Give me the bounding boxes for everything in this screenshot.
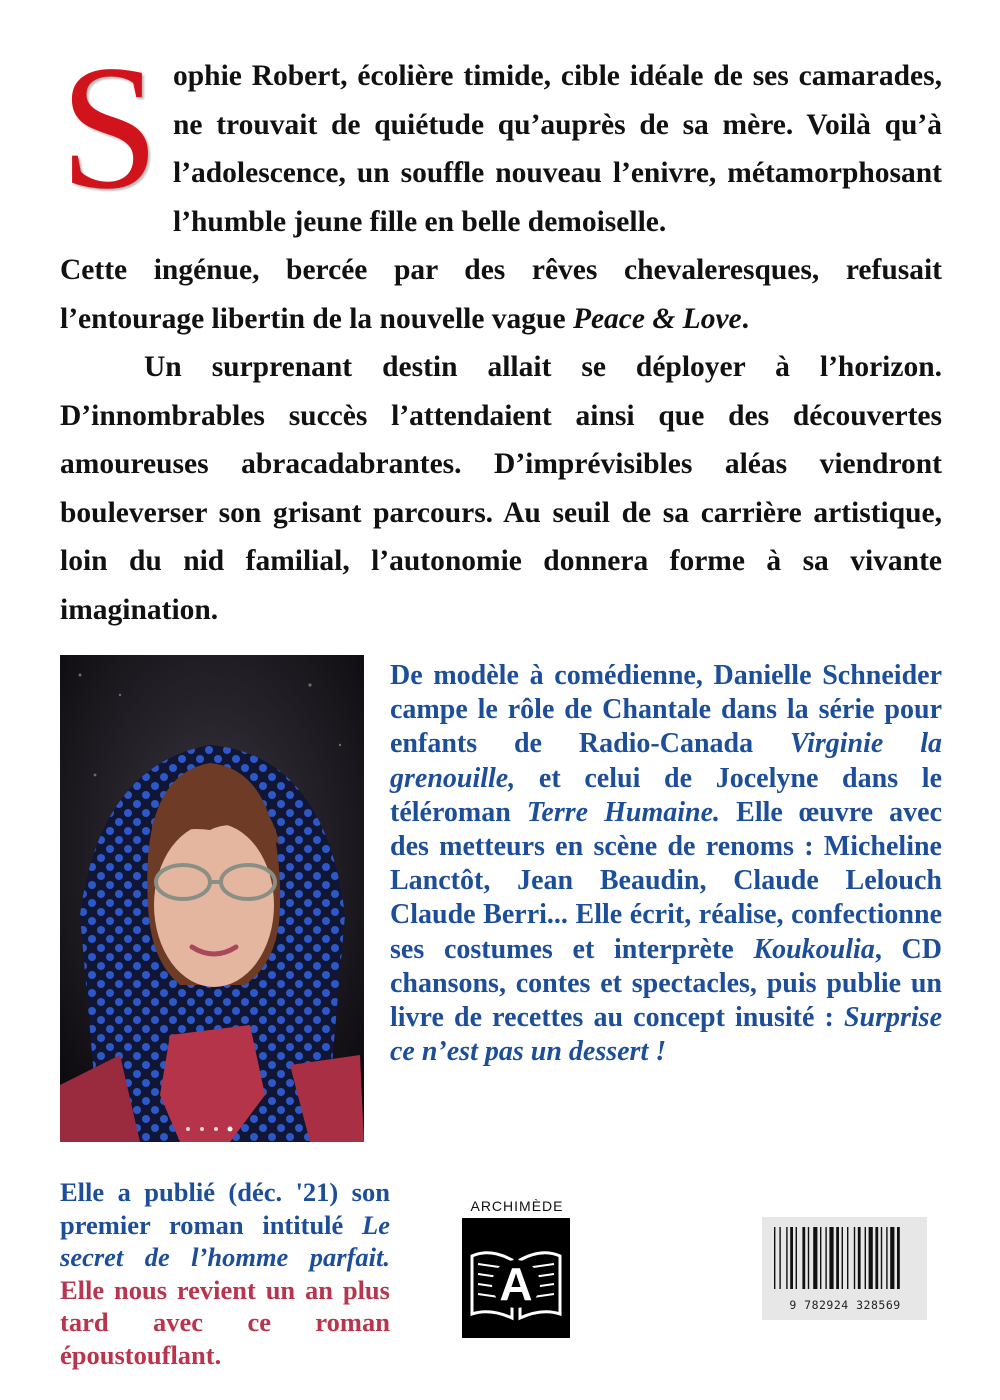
barcode-stripe [865,1227,866,1289]
barcode-stripe [836,1227,839,1289]
synopsis-paragraph-3: Un surprenant destin allait se déployer à l’horizon. D’innombrables succès l’attendaient ainsi que des découvertes amoureuses abracadabrantes. D’imprévisibles aléas viendront bouleverser son grisant parcours. Au seuil de sa carrière artistique, loin du nid familial, l’autonomie donnera forme à sa vivante imagination. [60,351,942,626]
barcode-stripe [886,1227,887,1289]
bio-text-3: Elle œuvre avec des metteurs en scène de renoms : Micheline Lanctôt, Jean Beaudin, Claude Lelouch Claude Berri... Elle écrit, réalise, confectionne ses costumes et interprète [390,796,942,965]
synopsis-paragraph-2 [60,246,942,343]
bio-text-4: , CD chansons, contes et spectacles, puis publie un livre de recettes au concept inusité : [390,933,942,1034]
barcode-stripe [875,1227,878,1289]
publisher-logo-icon [462,1218,570,1338]
publisher-logo-letter: A [499,1258,533,1310]
barcode [762,1217,927,1320]
barcode-stripe [869,1227,873,1289]
synopsis-text-2: Cette ingénue, bercée par des rêves chevaleresques, refusait l’entourage libertin de la nouvelle vague [60,254,942,335]
barcode-stripe [854,1227,855,1289]
author-bio [390,659,942,1069]
barcode-stripe [897,1227,900,1289]
barcode-stripe [858,1227,861,1289]
barcode-stripe [786,1227,787,1289]
promo-highlight: Elle nous revient un an plus tard avec ce roman époustouflant. [60,1274,390,1370]
barcode-stripe [825,1227,826,1289]
bio-title-surprise: Surprise ce n’est pas un dessert ! [390,1002,942,1068]
promo-blurb [60,1176,390,1371]
publisher-name: ARCHIMÈDE [470,1198,564,1214]
barcode-stripe [813,1227,817,1289]
bio-title-virginie: Virginie la grenouille, [390,728,942,794]
drop-cap: S [60,28,159,226]
bio-title-terre-humaine: Terre Humaine. [526,796,721,828]
barcode-stripe [847,1227,848,1289]
barcode-stripe [881,1227,882,1289]
barcode-stripe [890,1227,894,1289]
synopsis-italic: Peace & Love [572,302,742,335]
promo-previous-title: Le secret de l’homme parfait. [60,1209,390,1272]
synopsis-text-1: ophie Robert, écolière timide, cible idéale de ses camarades, ne trouvait de quiétude qu’auprès de sa mère. Voilà qu’à l’adolescence, un souffle nouveau l’enivre, métamorphosant l’humble jeune fille en belle demoiselle. [173,60,942,238]
barcode-stripe [779,1227,780,1289]
isbn-number: 9 782924 328569 [789,1298,901,1312]
synopsis-text-2-end: . [741,302,750,335]
bio-title-koukoulia: Koukoulia [753,933,875,965]
bio-text-2: et celui de Jocelyne dans le téléroman [390,762,942,828]
barcode-stripe [820,1227,821,1289]
barcode-bars [762,1217,927,1297]
barcode-stripe [796,1227,797,1289]
author-photo [60,655,364,1142]
barcode-stripe [808,1227,809,1289]
publisher [462,1198,572,1338]
barcode-stripe [790,1227,793,1289]
bio-text-1: De modèle à comédienne, Danielle Schneider campe le rôle de Chantale dans la série pour enfants de Radio-Canada [390,660,942,760]
barcode-stripe [829,1227,833,1289]
synopsis-paragraph-1 [60,28,942,246]
barcode-stripe [774,1227,775,1289]
promo-text: Elle a publié (déc. '21) son premier roman intitulé [60,1177,390,1240]
barcode-stripe [842,1227,843,1289]
barcode-stripe [802,1227,805,1289]
synopsis [60,28,942,634]
